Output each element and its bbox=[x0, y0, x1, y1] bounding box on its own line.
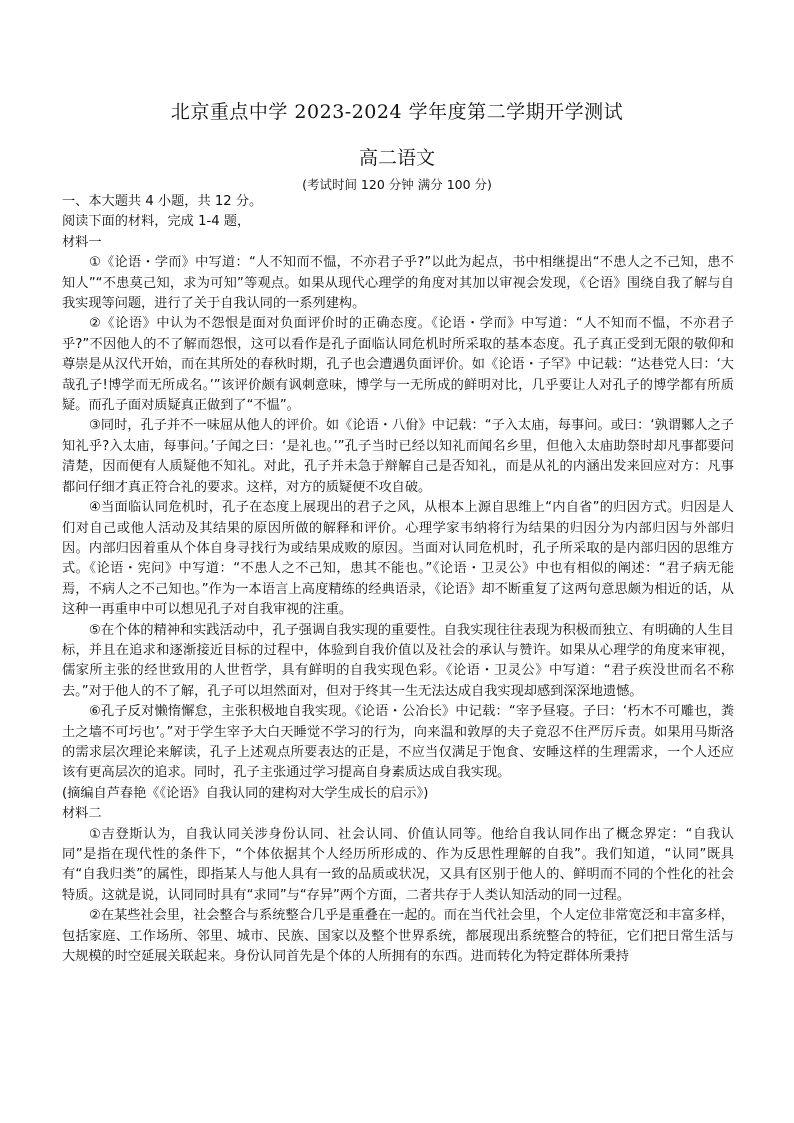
material-2-label: 材料二 bbox=[62, 806, 102, 822]
exam-body bbox=[62, 192, 734, 967]
material-1-paragraph-2: ②《论语》中认为不怨恨是面对负面评价时的正确态度。《论语・学而》中写道：“人不知而不愠，不亦君子乎?”不因他人的不了解而怨恨，这可以看作是孔子面临认同危机时所采取的基本态度。孔子真正受到无限的敬仰和尊崇是从汉代开始，而在其所处的春秋时期，孔子也会遭遇负面评价。如《论语・子罕》中记载：“达巷党人曰：‘大哉孔子!博学而无所成名。’”该评价颇有讽刺意味，博学与一无所成的鲜明对比，几乎要让人对孔子的博学都有所质疑。而孔子面对质疑真正做到了“不愠”。 bbox=[62, 316, 734, 414]
material-2-paragraph-1: ①吉登斯认为，自我认同关涉身份认同、社会认同、价值认同等。他给自我认同作出了概念界定：“自我认同”是指在现代性的条件下，“个体依据其个人经历所形成的、作为反思性理解的自我”。我们知道，“认同”既具有“自我归类”的属性，即指某人与他人具有一致的品质或状况，又具有区别于他人的、鲜明而不同的个性化的社会特质。这就是说，认同同时具有“求同”与“存异”两个方面，二者共存于人类认知活动的同一过程。 bbox=[62, 826, 734, 903]
material-1-label: 材料一 bbox=[62, 234, 102, 250]
exam-title: 北京重点中学 2023-2024 学年度第二学期开学测试 bbox=[170, 101, 624, 123]
material-1-paragraph-4: ④当面临认同危机时，孔子在态度上展现出的君子之风，从根本上源自思维上“内自省”的归因方式。归因是人们对自己或他人活动及其结果的原因所做的解释和评价。心理学家韦纳将行为结果的归因分为内部归因与外部归因。内部归因着重从个体自身寻找行为或结果成败的原因。当面对认同危机时，孔子所采取的是内部归因的思维方式。《论语・宪问》中写道：“不患人之不己知，患其不能也。”《论语・卫灵公》中也有相似的阐述：“君子病无能焉，不病人之不己知也。”作为一本语言上高度精练的经典语录，《论语》却不断重复了这两句意思颇为相近的话，从这种一再重申中可以想见孔子对自我审视的注重。 bbox=[62, 500, 734, 618]
exam-info: (考试时间 120 分钟 满分 100 分) bbox=[302, 177, 492, 192]
material-1-paragraph-1: ①《论语・学而》中写道：“人不知而不愠，不亦君子乎?”以此为起点，书中相继提出“不患人之不己知，患不知人”“不患莫己知，求为可知”等观点。如果从现代心理学的角度对其加以审视会发现，《仑语》围绕自我了解与自我实现等问题，进行了关于自我认同的一系列建构。 bbox=[62, 255, 734, 312]
material-1-paragraph-5: ⑤在个体的精神和实践活动中，孔子强调自我实现的重要性。自我实现往往表现为积极而独立、有明确的人生目标，并且在追求和逐渐接近目标的过程中，体验到自我价值以及社会的承认与赞许。如果从心理学的角度来审视，儒家所主张的经世致用的人世哲学，具有鲜明的自我实现色彩。《论语・卫灵公》中写道：“君子疾没世而名不称去。”对于他人的不了解，孔子可以坦然面对，但对于终其一生无法达成自我实现却感到深深地遗憾。 bbox=[62, 622, 734, 699]
material-2-paragraph-2: ②在某些社会里，社会整合与系统整合几乎是重叠在一起的。而在当代社会里，个人定位非常宽泛和丰富多样，包括家庭、工作场所、邻里、城市、民族、国家以及整个世界系统，都展现出系统整合的特征，它们把日常生活与大规模的时空延展关联起来。身份认同首先是个体的人所拥有的东西。进而转化为特定群体所秉持 bbox=[62, 908, 734, 965]
section-instruction: 阅读下面的材料，完成 1-4 题， bbox=[62, 214, 251, 230]
material-1-paragraph-6: ⑥孔子反对懒惰懈怠，主张积极地自我实现。《论语・公冶长》中记载：“宰予昼寝。子曰：‘朽木不可雕也，粪土之墙不可圬也’。”对于学生宰予大白天睡觉不学习的行为，向来温和敦厚的夫子竟忍不住严厉斥责。如果用马斯洛的需求层次理论来解读，孔子上述观点所要表达的正是，不应当仅满足于饱食、安睡这样的生理需求，一个人还应该有更高层次的追求。同时，孔子主张通过学习提高自身素质达成自我实现。 bbox=[62, 704, 734, 781]
section-heading: 一、本大题共 4 小题，共 12 分。 bbox=[62, 194, 263, 209]
subject-title: 高二语文 bbox=[358, 147, 435, 169]
material-1-paragraph-3: ③同时，孔子并不一味屈从他人的评价。如《论语・八佾》中记载：“子入太庙，每事问。或曰：‘孰谓鄹人之子知礼乎?入太庙，每事问。’子闻之曰：‘是礼也。’”孔子当时已经以知礼而闻名乡里，但他入太庙助祭时却凡事都要问清楚，因而便有人质疑他不知礼。对此，孔子并未急于辩解自己是否知礼，而是从礼的内涵出发来回应对方：凡事都问仔细才真正符合礼的要求。这样，对方的质疑便不攻自破。 bbox=[62, 418, 734, 495]
material-1-source: (摘编自芦春艳《《论语》自我认同的建构对大学生成长的启示》) bbox=[62, 785, 429, 801]
